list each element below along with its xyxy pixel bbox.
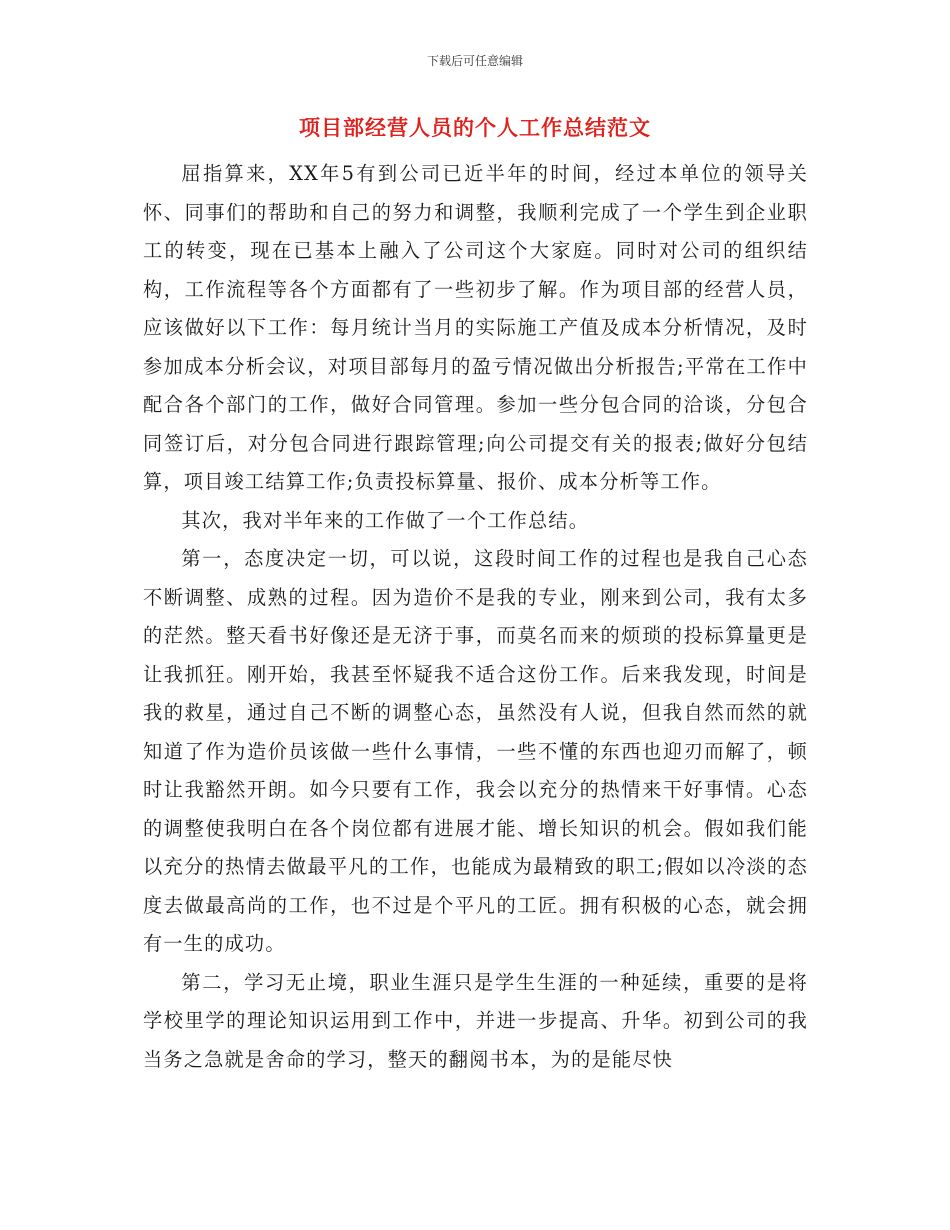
paragraph: 第二，学习无止境，职业生涯只是学生生涯的一种延续，重要的是将学校里学的理论知识运用到工作中，并进一步提高、升华。初到公司的我当务之急就是舍命的学习，整天的翻阅书本，为的是能尽快 xyxy=(143,970,808,1071)
paragraph: 屈指算来，XX年5有到公司已近半年的时间，经过本单位的领导关怀、同事们的帮助和自己的努力和调整，我顺利完成了一个学生到企业职工的转变，现在已基本上融入了公司这个大家庭。同时对公司的组织结构，工作流程等各个方面都有了一些初步了解。作为项目部的经营人员，应该做好以下工作：每月统计当月的实际施工产值及成本分析情况，及时参加成本分析会议，对项目部每月的盈亏情况做出分析报告;平常在工作中配合各个部门的工作，做好合同管理。参加一些分包合同的洽谈，分包合同签订后，对分包合同进行跟踪管理;向公司提交有关的报表;做好分包结算，项目竣工结算工作;负责投标算量、报价、成本分析等工作。 xyxy=(143,162,808,493)
paragraph: 其次，我对半年来的工作做了一个工作总结。 xyxy=(181,508,590,532)
document-title: 项目部经营人员的个人工作总结范文 xyxy=(299,115,651,140)
paragraph: 第一，态度决定一切，可以说，这段时间工作的过程也是我自己心态不断调整、成熟的过程。因为造价不是我的专业，刚来到公司，我有太多的茫然。整天看书好像还是无济于事，而莫名而来的烦琐的投标算量更是让我抓狂。刚开始，我甚至怀疑我不适合这份工作。后来我发现，时间是我的救星，通过自己不断的调整心态，虽然没有人说，但我自然而然的就知道了作为造价员该做一些什么事情，一些不懂的东西也迎刃而解了，顿时让我豁然开朗。如今只要有工作，我会以充分的热情来干好事情。心态的调整使我明白在各个岗位都有进展才能、增长知识的机会。假如我们能以充分的热情去做最平凡的工作，也能成为最精致的职工;假如以冷淡的态度去做最高尚的工作，也不过是个平凡的工匠。拥有积极的心态，就会拥有一生的成功。 xyxy=(143,547,808,955)
document-body xyxy=(143,155,808,1079)
header-note: 下载后可任意编辑 xyxy=(426,54,523,68)
